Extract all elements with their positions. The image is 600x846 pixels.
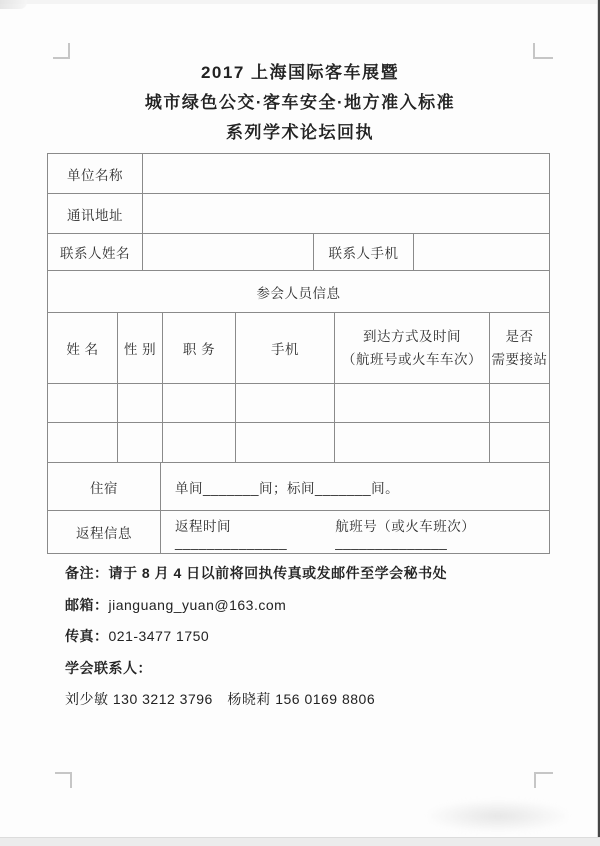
accommodation-label: 住宿 (48, 463, 161, 510)
entry-mobile-cell (236, 423, 335, 462)
entry-mobile-cell (236, 384, 335, 422)
document-title (0, 58, 600, 148)
return-info-field (161, 511, 549, 553)
unit-name-field (143, 154, 549, 193)
notes-section (65, 563, 545, 721)
contact-name-label: 联系人姓名 (48, 234, 143, 270)
fax-value: 021-3477 1750 (108, 628, 210, 644)
col-header-position: 职 务 (163, 313, 236, 383)
unit-name-label: 单位名称 (48, 154, 143, 193)
contact-row (48, 234, 549, 271)
photo-bottom-edge (0, 837, 600, 846)
participant-entry-row (48, 423, 549, 463)
contact-mobile-field (414, 234, 549, 270)
scan-corner-artifact (0, 0, 27, 9)
col-header-pickup (490, 313, 549, 383)
return-info-row (48, 511, 549, 553)
accommodation-field: 单间_______间；标间_______间。 (175, 480, 400, 496)
address-row (48, 194, 549, 234)
col-header-pickup-line2: 需要接站 (491, 351, 548, 367)
return-info-label: 返程信息 (48, 511, 161, 553)
title-line-2: 城市绿色公交·客车安全·地方准入标准 (144, 93, 456, 112)
remark-line: 备注：请于 8 月 4 日以前将回执传真或发邮件至学会秘书处 (65, 565, 448, 581)
margin-crop-mark-top-left (53, 43, 70, 59)
entry-pickup-cell (490, 423, 549, 462)
contact-mobile-label: 联系人手机 (314, 234, 414, 270)
email-line (65, 595, 545, 615)
col-header-arrival (335, 313, 490, 383)
accommodation-row (48, 463, 549, 511)
participants-section-header: 参会人员信息 (256, 285, 341, 301)
fax-label: 传真： (65, 628, 109, 644)
entry-position-cell (163, 423, 236, 462)
participants-header-row (48, 313, 549, 384)
margin-crop-mark-top-right (533, 43, 553, 59)
col-header-mobile: 手机 (236, 313, 335, 383)
title-line-1: 2017 上海国际客车展暨 (200, 63, 400, 82)
reply-form-table (47, 153, 550, 554)
col-header-arrival-line2: （航班号或火车车次） (342, 351, 482, 367)
address-field (143, 194, 549, 233)
email-label: 邮箱： (65, 596, 109, 613)
scan-top-strip (0, 0, 600, 4)
margin-crop-mark-bottom-right (534, 772, 553, 788)
col-header-name: 姓 名 (48, 313, 118, 383)
contacts-line: 刘少敏 130 3212 3796 杨晓莉 156 0169 8806 (65, 691, 376, 707)
email-value: jianguang_yuan@163.com (108, 596, 287, 613)
entry-gender-cell (118, 384, 163, 422)
watermark (428, 800, 568, 832)
unit-name-row (48, 154, 549, 194)
entry-pickup-cell (490, 384, 549, 422)
fax-line (65, 626, 545, 646)
entry-arrival-cell (335, 384, 490, 422)
margin-crop-mark-bottom-left (55, 772, 72, 788)
col-header-gender: 性 别 (118, 313, 163, 383)
col-header-arrival-line1: 到达方式及时间 (363, 329, 461, 344)
entry-gender-cell (118, 423, 163, 462)
col-header-pickup-line1: 是否 (505, 329, 534, 344)
title-line-3: 系列学术论坛回执 (226, 123, 374, 142)
entry-position-cell (163, 384, 236, 422)
participant-entry-row (48, 384, 549, 423)
society-contacts-label: 学会联系人： (65, 659, 152, 676)
return-flight-blank: 航班号（或火车班次） ______________ (335, 518, 476, 550)
entry-name-cell (48, 423, 118, 462)
participants-section-row (48, 271, 549, 313)
return-time-blank: 返程时间______________ (175, 518, 288, 550)
entry-arrival-cell (335, 423, 490, 462)
contact-name-field (143, 234, 314, 270)
address-label: 通讯地址 (48, 194, 143, 233)
entry-name-cell (48, 384, 118, 422)
